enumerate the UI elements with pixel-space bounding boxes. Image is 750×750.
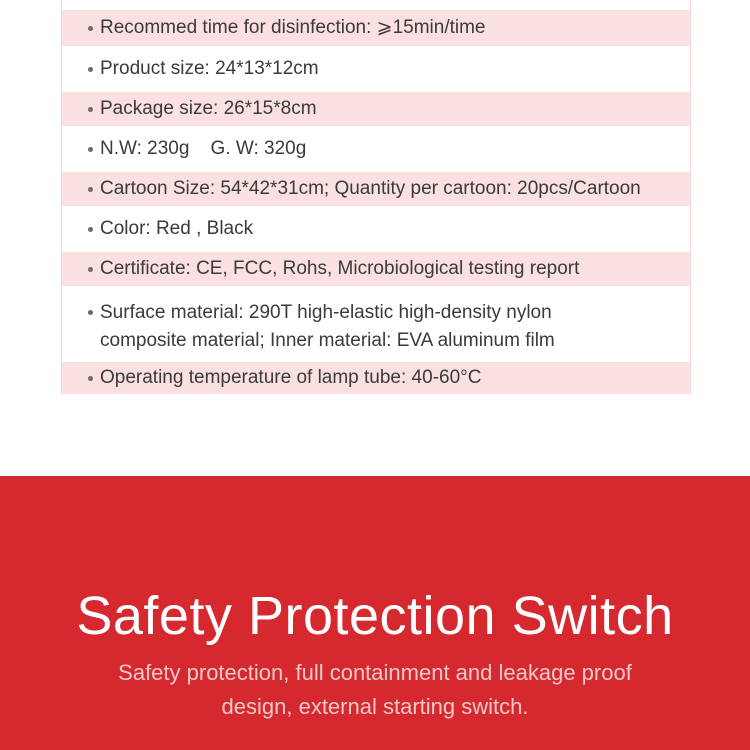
spec-text: Cartoon Size: 54*42*31cm; Quantity per cartoon: 20pcs/Cartoon — [100, 178, 641, 199]
banner-title: Safety Protection Switch — [76, 586, 674, 646]
spec-row-disinfection-time — [62, 10, 690, 46]
spec-row-certificate — [62, 252, 690, 286]
spec-text: Recommed time for disinfection: ⩾15min/time — [100, 17, 486, 38]
spec-row-package-size — [62, 92, 690, 126]
spec-row-product-size — [62, 46, 690, 92]
spec-text: Color: Red , Black — [100, 218, 254, 239]
spec-text: Product size: 24*13*12cm — [100, 58, 319, 79]
bullet-icon — [88, 67, 93, 72]
bullet-icon — [88, 26, 93, 31]
spec-text: Certificate: CE, FCC, Rohs, Microbiological testing report — [100, 258, 580, 279]
spec-row-operating-temperature — [62, 362, 690, 394]
feature-banner — [0, 476, 750, 750]
spec-text: Package size: 26*15*8cm — [100, 98, 317, 119]
spec-text: Surface material: 290T high-elastic high-density nylon composite material; Inner material: EVA aluminum film — [100, 302, 555, 351]
bullet-icon — [88, 267, 93, 272]
bullet-icon — [88, 187, 93, 192]
bullet-icon — [88, 147, 93, 152]
spec-table — [61, 0, 691, 394]
bullet-icon — [88, 227, 93, 232]
spec-row-material — [62, 286, 690, 362]
spec-text: N.W: 230g G. W: 320g — [100, 138, 307, 159]
spec-row-color — [62, 206, 690, 252]
spec-row-carton-size — [62, 172, 690, 206]
bullet-icon — [88, 107, 93, 112]
spec-text: Operating temperature of lamp tube: 40-60°C — [100, 367, 482, 388]
bullet-icon — [88, 376, 93, 381]
spec-row-weight — [62, 126, 690, 172]
bullet-icon — [88, 310, 93, 315]
banner-subtitle: Safety protection, full containment and leakage proof design, external starting switch. — [118, 660, 632, 719]
